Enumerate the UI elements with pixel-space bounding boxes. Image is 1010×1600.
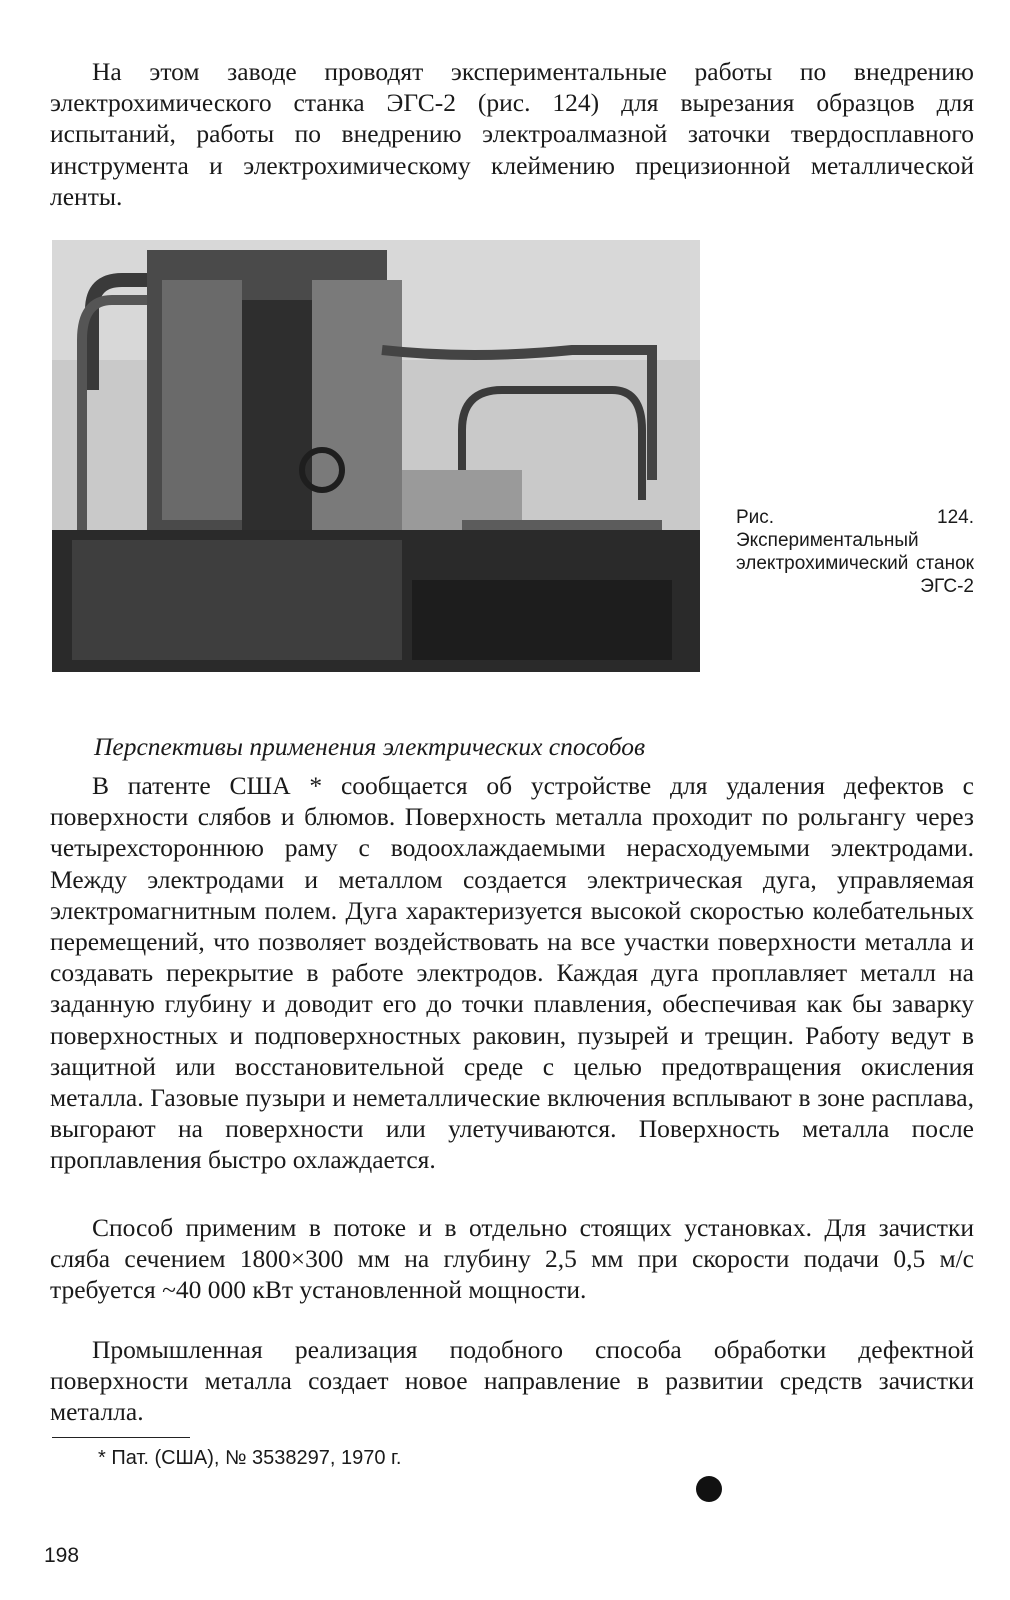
footnote: * Пат. (США), № 3538297, 1970 г. <box>98 1447 402 1469</box>
intro-paragraph: На этом заводе проводят экспериментальные работы по внедрению электрохимического станка ЭГС-2 (рис. 124) для вырезания образцов для испытаний, работы по внедрению электроалмазной заточки твердосплавного инструмента и электрохимическому клеймению прецизионной металлической ленты. <box>50 57 974 211</box>
body-paragraph: Промышленная реализация подобного способа обработки дефектной поверхности металла создает новое направление в развитии средств зачистки металла. <box>50 1335 974 1427</box>
body-paragraph: В патенте США * сообщается об устройстве для удаления дефектов с поверхности слябов и блюмов. Поверхность металла проходит по рольгангу через четырехстороннюю раму с водоохлаждаемыми нерасходуемыми электродами. Между электродами и металлом создается электрическая дуга, управляемая электромагнитным полем. Дуга характеризуется высокой скоростью колебательных перемещений, что позволяет воздействовать на все участки поверхности металла и создавать перекрытие в работе электродов. Каждая дуга проплавляет металл на заданную глубину и доводит его до точки плавления, обеспечивая как бы заварку поверхностных и подповерхностных раковин, пузырей и трещин. Работу ведут в защитной или восстановительной среде с целью предотвращения окисления металла. Газовые пузыри и неметаллические включения всплывают в зоне расплава, выгорают на поверхности или улетучиваются. Поверхность металла после проплавления быстро охлаждается. <box>50 771 974 1175</box>
section-heading: Перспективы применения электрических способов <box>94 732 646 761</box>
figure-caption: Рис. 124. Экспериментальный электрохимический станок ЭГС-2 <box>736 507 974 597</box>
footnote-divider <box>52 1437 190 1438</box>
ink-blot <box>696 1476 722 1502</box>
page-number: 198 <box>44 1544 80 1567</box>
body-paragraph: Способ применим в потоке и в отдельно стоящих установках. Для зачистки сляба сечением 1800×300 мм на глубину 2,5 мм при скорости подачи 0,5 м/с требуется ~40 000 кВт установленной мощности. <box>50 1213 974 1305</box>
machine-photo <box>52 240 700 672</box>
